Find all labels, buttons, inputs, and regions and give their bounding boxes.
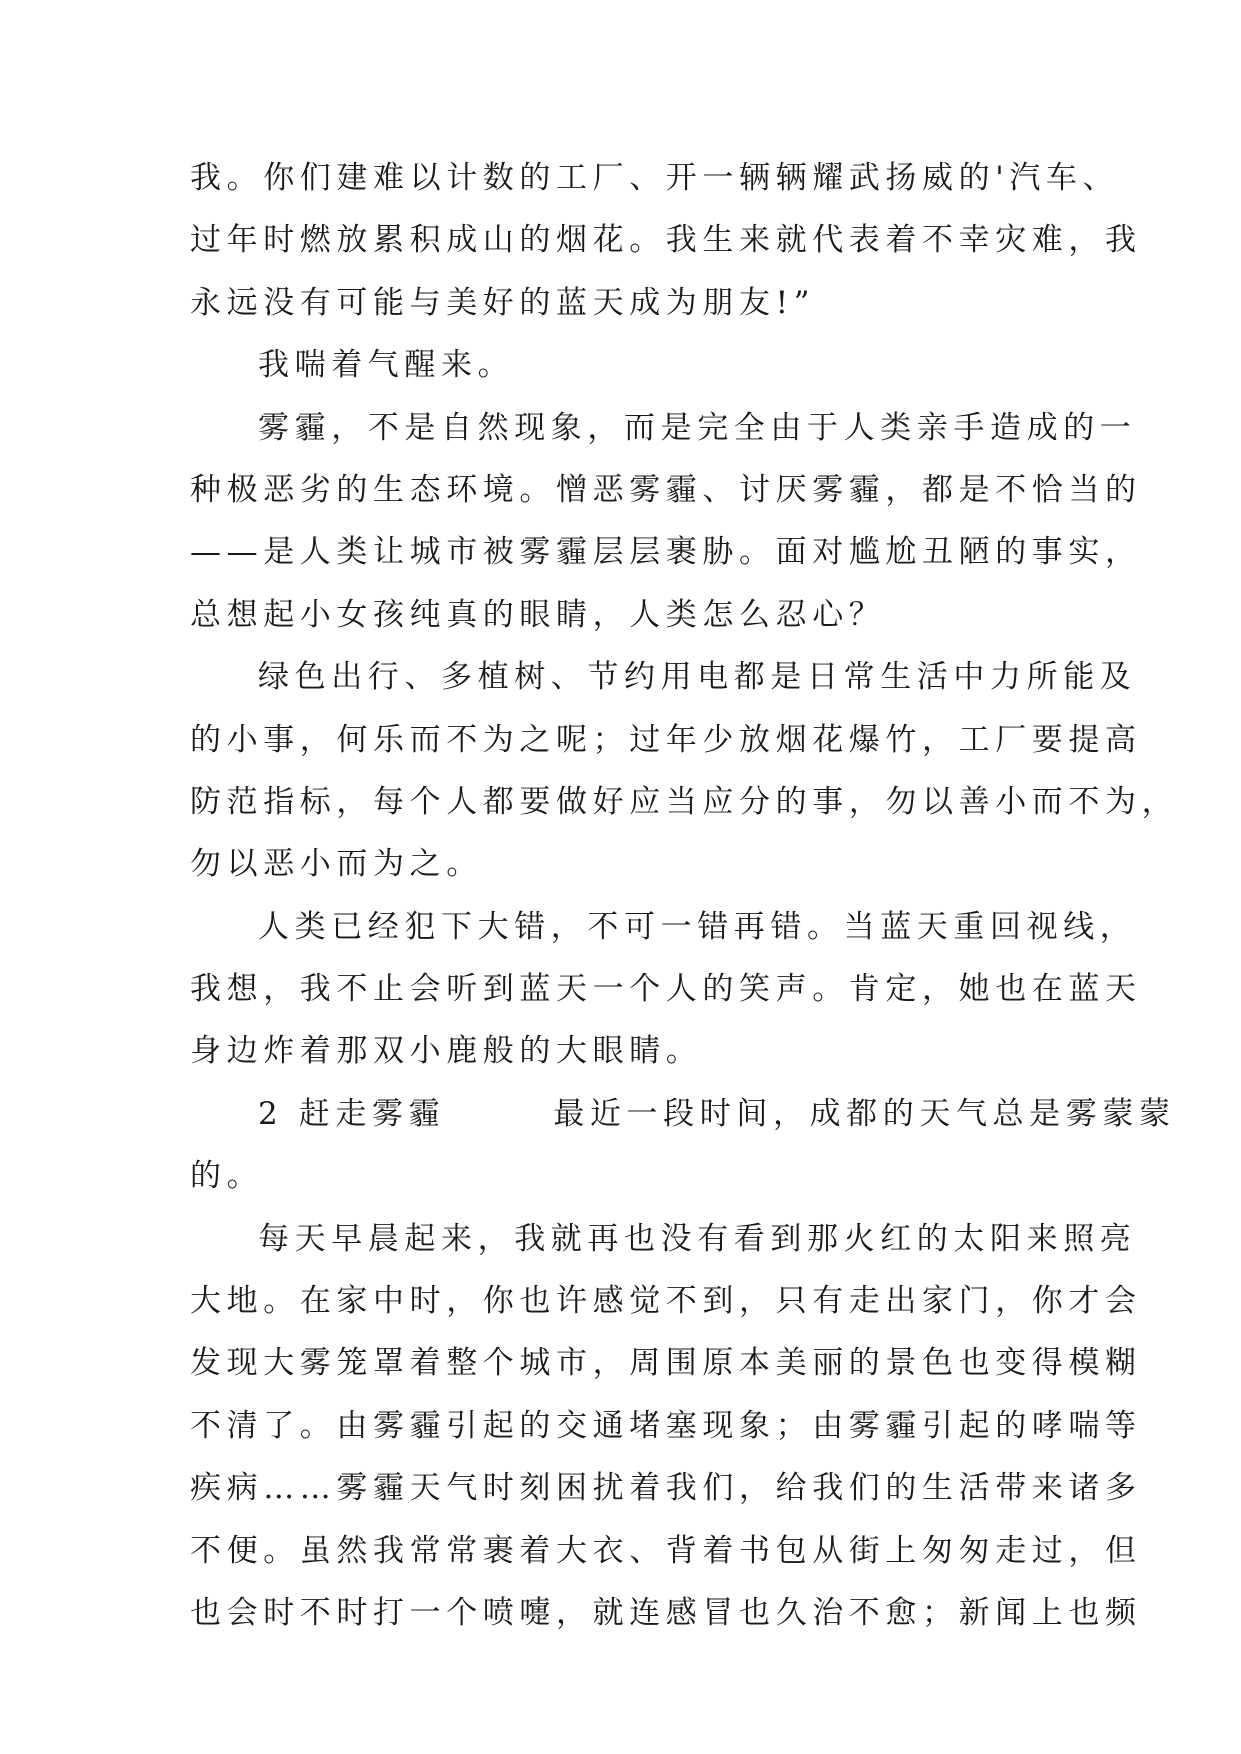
text-line: 疾病……雾霾天气时刻困扰着我们，给我们的生活带来诸多: [190, 1470, 1142, 1506]
text-line: 我。你们建难以计数的工厂、开一辆辆耀武扬威的'汽车、: [190, 160, 1120, 196]
text-line: 勿以恶小而为之。: [190, 846, 483, 882]
text-line: 的小事，何乐而不为之呢；过年少放烟花爆竹，工厂要提高: [190, 722, 1142, 758]
text-line: 的。: [190, 1158, 264, 1194]
text-line: 发现大雾笼罩着整个城市，周围原本美丽的景色也变得模糊: [190, 1345, 1142, 1381]
text-line: 人类已经犯下大错，不可一错再错。当蓝天重回视线，: [258, 909, 1137, 945]
text-line: 不便。虽然我常常裹着大衣、背着书包从街上匆匆走过，但: [190, 1533, 1142, 1569]
text-line: ——是人类让城市被雾霾层层裹胁。面对尴尬丑陋的事实，: [190, 534, 1142, 570]
text-line: 种极恶劣的生态环境。憎恶雾霾、讨厌雾霾，都是不恰当的: [190, 472, 1142, 508]
text-line: 我喘着气醒来。: [258, 347, 515, 383]
text-line: 不清了。由雾霾引起的交通堵塞现象；由雾霾引起的哮喘等: [190, 1408, 1142, 1444]
text-line: 总想起小女孩纯真的眼睛，人类怎么忍心？: [190, 597, 886, 633]
text-line: 也会时不时打一个喷嚏，就连感冒也久治不愈；新闻上也频: [190, 1595, 1142, 1631]
text-line: 绿色出行、多植树、节约用电都是日常生活中力所能及: [258, 659, 1137, 695]
text-line: 我想，我不止会听到蓝天一个人的笑声。肯定，她也在蓝天: [190, 971, 1142, 1007]
text-line: 2 赶走雾霾 最近一段时间，成都的天气总是雾蒙蒙: [258, 1096, 1176, 1132]
text-line: 过年时燃放累积成山的烟花。我生来就代表着不幸灾难，我: [190, 222, 1142, 258]
text-line: 身边炸着那双小鹿般的大眼睛。: [190, 1033, 703, 1069]
text-line: 大地。在家中时，你也许感觉不到，只有走出家门，你才会: [190, 1283, 1142, 1319]
text-line: 雾霾，不是自然现象，而是完全由于人类亲手造成的一: [258, 410, 1137, 446]
text-line: 防范指标，每个人都要做好应当应分的事，勿以善小而不为，: [190, 784, 1179, 820]
text-line: 永远没有可能与美好的蓝天成为朋友!”: [190, 285, 816, 321]
text-line: 每天早晨起来，我就再也没有看到那火红的太阳来照亮: [258, 1221, 1137, 1257]
